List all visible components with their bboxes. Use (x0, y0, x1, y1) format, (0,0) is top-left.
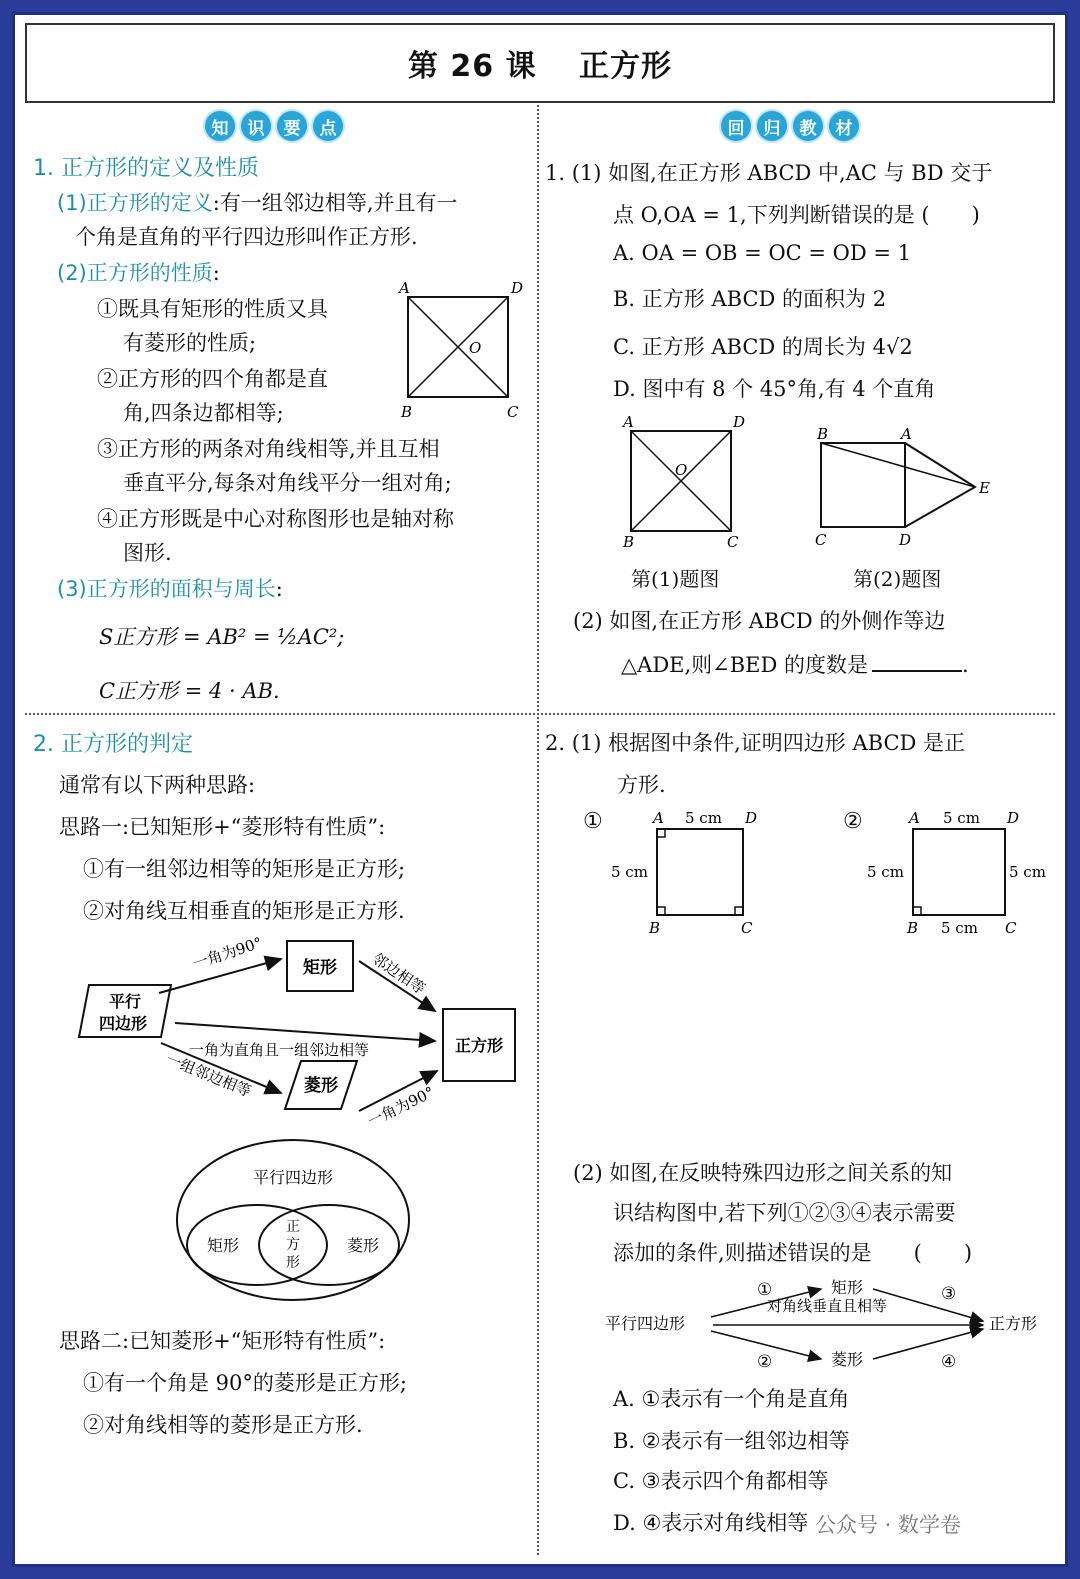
venn-center-label: 形 (286, 1255, 300, 1271)
edge-label: 一角为90° (364, 1083, 438, 1131)
vertex-label: B (907, 919, 919, 937)
criteria-intro: 通常有以下两种思路: (59, 773, 256, 797)
badge-char: 点 (313, 111, 343, 141)
segment-be (821, 443, 975, 487)
vertex-label: C (815, 531, 827, 549)
vertex-label: D (1007, 809, 1020, 827)
approach2-item1: ①有一个角是 90°的菱形是正方形; (83, 1371, 407, 1395)
watermark: 公众号 · 数学卷 (815, 1513, 962, 1537)
condition-marker: ④ (941, 1352, 957, 1372)
property-1-line2: 有菱形的性质; (123, 331, 257, 355)
definition-line1 (57, 187, 458, 217)
edge-middle-label: 对角线垂直且相等 (767, 1297, 888, 1315)
definition-label: (1)正方形的定义 (57, 191, 213, 215)
badge-char: 归 (757, 111, 787, 141)
property-3-line2: 垂直平分,每条对角线平分一组对角; (123, 471, 452, 495)
node-rhombus: 菱形 (831, 1350, 864, 1369)
edge-label: 邻边相等 (368, 949, 429, 998)
option-c: C. ③表示四个角都相等 (613, 1469, 829, 1493)
approach1-item1: ①有一组邻边相等的矩形是正方形; (83, 857, 406, 881)
badge-char: 知 (205, 111, 235, 141)
venn-center-label: 方 (286, 1237, 300, 1253)
arrow-rectangle-to-square (873, 1289, 983, 1321)
vertex-label: B (817, 425, 829, 443)
vertex-label: B (401, 403, 413, 421)
vertex-label: A (909, 809, 920, 827)
badge-char: 要 (277, 111, 307, 141)
side-length-label: 5 cm (611, 863, 648, 881)
figure-q2-caption: 第(2)题图 (853, 567, 942, 591)
right-angle-mark (913, 907, 921, 915)
answer-blank (872, 670, 962, 672)
side-length-label: 5 cm (867, 863, 904, 881)
vertex-label: D (733, 413, 746, 431)
center-label: O (675, 461, 688, 479)
square-outline (913, 829, 1005, 915)
question2-text: △ADE,则∠BED 的度数是 (621, 653, 869, 677)
question4-line3: 添加的条件,则描述错误的是 ( ) (613, 1241, 973, 1265)
right-angle-mark (657, 907, 665, 915)
venn-center-label: 正 (286, 1219, 300, 1235)
question2-line1: (2) 如图,在正方形 ABCD 的外侧作等边 (573, 609, 946, 633)
section1-heading: 1. 正方形的定义及性质 (33, 156, 259, 181)
vertex-label: B (623, 533, 635, 551)
side-length-label: 5 cm (943, 809, 980, 827)
center-label: O (469, 339, 482, 357)
properties-label: (2)正方形的性质 (57, 261, 213, 285)
vertex-label: A (901, 425, 912, 443)
side-length-label: 5 cm (1009, 863, 1046, 881)
figure-square-1 (605, 799, 775, 959)
question4-line1: (2) 如图,在反映特殊四边形之间关系的知 (573, 1161, 953, 1185)
venn-right-label: 菱形 (346, 1236, 380, 1255)
question3-line2: 方形. (617, 773, 666, 797)
side-length-label: 5 cm (685, 809, 722, 827)
worksheet-page (12, 12, 1068, 1567)
approach1-heading: 思路一:已知矩形+“菱形特有性质”: (59, 815, 386, 839)
side-length-label: 5 cm (941, 919, 978, 937)
option-c: C. 正方形 ABCD 的周长为 4√2 (613, 335, 913, 359)
approach2-item2: ②对角线相等的菱形是正方形. (83, 1413, 363, 1437)
property-4-line2: 图形. (123, 541, 172, 565)
badge-char: 教 (793, 111, 823, 141)
parallelogram-label: 平行 (108, 992, 142, 1011)
figure-number: ① (583, 809, 603, 834)
parallelogram-label: 四边形 (98, 1014, 148, 1033)
rectangle-label: 矩形 (303, 958, 337, 978)
venn-diagram (173, 1135, 413, 1305)
figure-q1-square (611, 411, 761, 551)
lesson-title: 第 26 课 正方形 (25, 23, 1055, 103)
rhombus-label: 菱形 (304, 1076, 338, 1096)
area-formula: S正方形 = AB² = ½AC²; (99, 625, 345, 649)
option-d: D. 图中有 8 个 45°角,有 4 个直角 (613, 377, 936, 401)
arrow-direct-to-square (175, 1023, 435, 1041)
venn-left-label: 矩形 (206, 1236, 240, 1255)
condition-marker: ② (757, 1352, 773, 1372)
vertex-label: D (899, 531, 912, 549)
area-label: (3)正方形的面积与周长 (57, 577, 276, 601)
node-parallelogram: 平行四边形 (605, 1314, 686, 1333)
row-divider (25, 713, 1055, 715)
property-2-line1: ②正方形的四个角都是直 (97, 367, 328, 391)
question1-line1: 1. (1) 如图,在正方形 ABCD 中,AC 与 BD 交于 (545, 161, 993, 185)
right-angle-mark (735, 907, 743, 915)
figure-q2-square-triangle (803, 423, 1003, 553)
figure-number: ② (843, 809, 863, 834)
badge-char: 材 (829, 111, 859, 141)
textbook-return-badges (721, 111, 859, 141)
option-b: B. 正方形 ABCD 的面积为 2 (613, 287, 887, 311)
property-2-line2: 角,四条边都相等; (123, 401, 284, 425)
square-label: 正方形 (454, 1036, 504, 1055)
vertex-label: D (511, 279, 523, 297)
edge-label: 一角为90° (190, 933, 265, 973)
right-angle-mark (657, 829, 665, 837)
vertex-label: C (1005, 919, 1017, 937)
question3-line1: 2. (1) 根据图中条件,证明四边形 ABCD 是正 (545, 731, 966, 755)
perimeter-formula: C正方形 = 4 · AB. (99, 679, 280, 703)
square-diagram-properties (393, 277, 523, 427)
triangle-ade (905, 443, 975, 527)
arrow-rhombus-to-square (873, 1329, 983, 1359)
vertex-label: C (727, 533, 739, 551)
vertex-label: D (745, 809, 758, 827)
question4-line2: 识结构图中,若下列①②③④表示需要 (613, 1201, 956, 1225)
edge-label: 一组邻边相等 (163, 1050, 254, 1101)
node-square: 正方形 (989, 1314, 1038, 1333)
vertex-label: A (623, 413, 634, 431)
badge-char: 识 (241, 111, 271, 141)
section2-heading: 2. 正方形的判定 (33, 732, 193, 757)
vertex-label: C (507, 403, 519, 421)
vertex-label: C (741, 919, 753, 937)
column-divider (537, 105, 539, 1555)
area-colon: : (275, 577, 283, 601)
figure-square-2 (861, 799, 1061, 959)
property-4-line1: ④正方形既是中心对称图形也是轴对称 (97, 507, 454, 531)
knowledge-structure-diagram (601, 1273, 1051, 1373)
condition-marker: ③ (941, 1284, 957, 1304)
option-a: A. ①表示有一个角是直角 (613, 1387, 850, 1411)
square-outline (657, 829, 743, 915)
determination-flow-diagram (71, 931, 521, 1131)
vertex-label: A (399, 279, 410, 297)
properties-colon: : (212, 261, 220, 285)
definition-text: :有一组邻边相等,并且有一 (212, 191, 458, 215)
option-a: A. OA = OB = OC = OD = 1 (613, 241, 912, 265)
property-1-line1: ①既具有矩形的性质又具 (97, 297, 328, 321)
question2-line2: △ADE,则∠BED 的度数是 . (621, 653, 969, 677)
badge-char: 回 (721, 111, 751, 141)
vertex-label: E (979, 479, 990, 497)
node-rectangle: 矩形 (831, 1278, 864, 1297)
definition-line2: 个角是直角的平行四边形叫作正方形. (75, 225, 418, 249)
option-b: B. ②表示有一组邻边相等 (613, 1429, 850, 1453)
venn-outer-label: 平行四边形 (252, 1168, 334, 1187)
condition-marker: ① (757, 1280, 773, 1300)
approach2-heading: 思路二:已知菱形+“矩形特有性质”: (59, 1329, 386, 1353)
vertex-label: A (653, 809, 664, 827)
area-perimeter-heading (57, 573, 283, 603)
properties-heading (57, 257, 220, 287)
vertex-label: B (649, 919, 661, 937)
question1-line2: 点 O,OA = 1,下列判断错误的是 ( ) (613, 203, 980, 227)
option-d: D. ④表示对角线相等 (613, 1511, 809, 1535)
figure-q1-caption: 第(1)题图 (631, 567, 720, 591)
approach1-item2: ②对角线互相垂直的矩形是正方形. (83, 899, 405, 923)
knowledge-points-badges (205, 111, 343, 141)
edge-label: 一角为直角且一组邻边相等 (189, 1041, 370, 1059)
property-3-line1: ③正方形的两条对角线相等,并且互相 (97, 437, 440, 461)
